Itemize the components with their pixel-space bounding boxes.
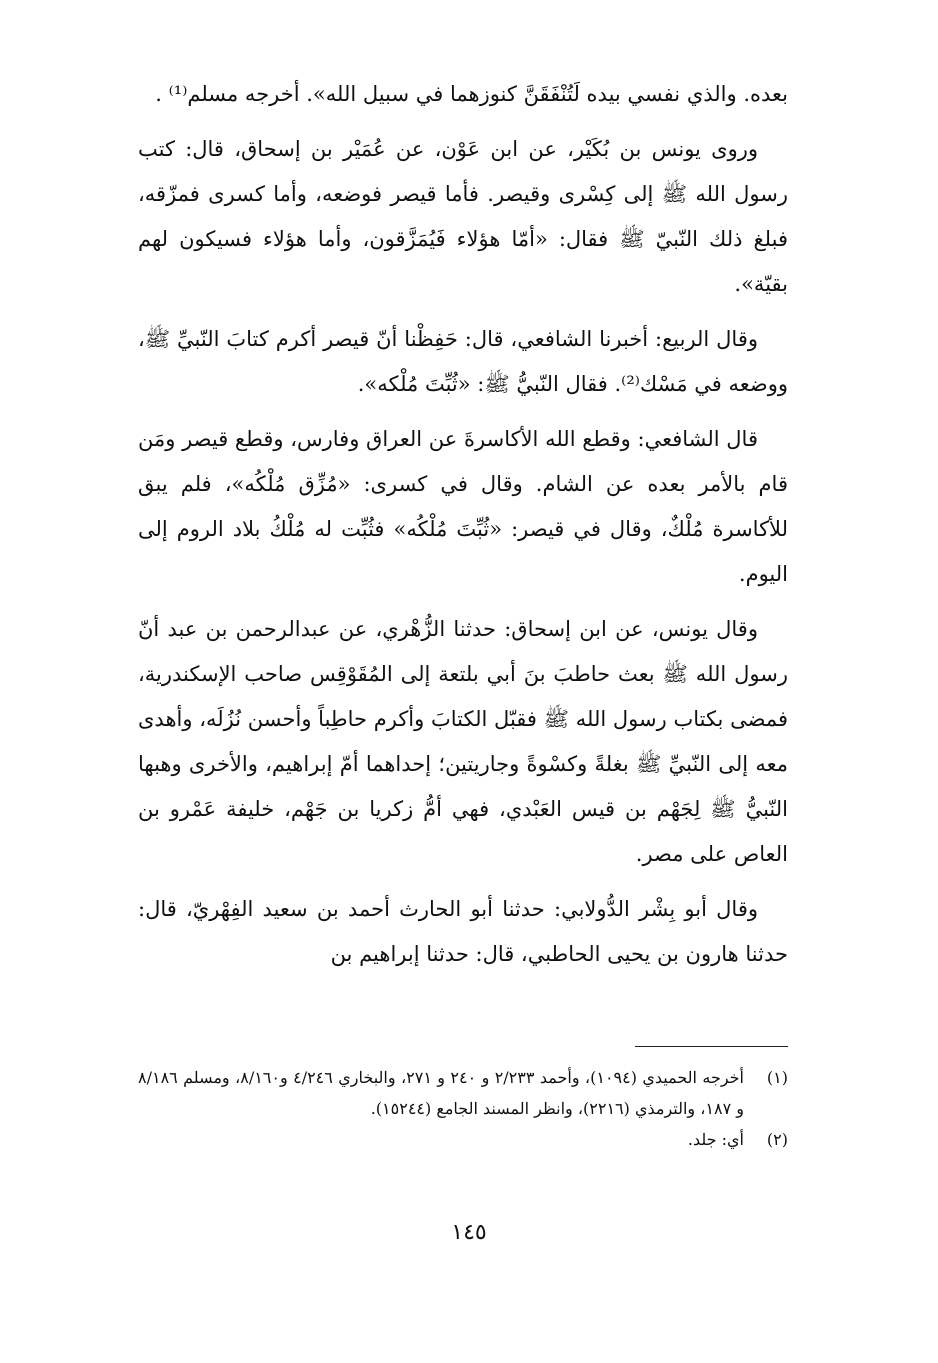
paragraph: وقال يونس، عن ابن إسحاق: حدثنا الزُّهْري، عن عبدالرحمن بن عبد أنّ رسول الله ﷺ بعث حاطبَ بنَ أبي بلتعة إلى المُقَوْقِس صاحب الإسكندرية، فمضى بكتاب رسول الله ﷺ فقبّل الكتابَ وأكرم حاطِباً وأحسن نُزُلَه، وأهدى معه إلى النّبيِّ ﷺ بغلةً وكسْوةً وجاريتين؛ إحداهما أمّ إبراهيم، والأخرى وهبها النّبيُّ ﷺ لِجَهْم بن قيس العَبْدي، فهي أمُّ زكريا بن جَهْم، خليفة عَمْرو بن العاص على مصر.	[138, 617, 788, 866]
footnote-text: أخرجه الحميدي (١٠٩٤)، وأحمد ٢/٢٣٣ و ٢٤٠ و ٢٧١، والبخاري ٤/٢٤٦ و٨/١٦٠، ومسلم ٨/١٨٦ و ١٨٧، والترمذي (٢٢١٦)، وانظر المسند الجامع (١٥٢٤٤).	[138, 1068, 745, 1118]
page-number: ١٤٥	[451, 1220, 487, 1245]
footnote-divider	[635, 1046, 788, 1047]
paragraph: بعده. والذي نفسي بيده لَتُنْفَقَنَّ كنوزهما في سبيل الله». أخرجه مسلم⁽¹⁾ .	[155, 82, 788, 106]
footnote-number: (٢)	[766, 1130, 788, 1149]
paragraph: قال الشافعي: وقطع الله الأكاسرةَ عن العراق وفارس، وقطع قيصر ومَن قام بالأمر بعده عن الشام. وقال في كسرى: «مُزِّق مُلْكُه»، فلم يبق للأكاسرة مُلْكٌ، وقال في قيصر: «ثُبِّتَ مُلْكُه» فثُبِّت له مُلْكُ بلاد الروم إلى اليوم.	[138, 427, 788, 586]
paragraph: وقال أبو بِشْر الدُّولابي: حدثنا أبو الحارث أحمد بن سعيد الفِهْريّ، قال: حدثنا هارون بن يحيى الحاطبي، قال: حدثنا إبراهيم بن	[138, 897, 788, 966]
paragraph: وقال الربيع: أخبرنا الشافعي، قال: حَفِظْنا أنّ قيصر أكرم كتابَ النّبيِّ ﷺ، ووضعه في مَسْك⁽²⁾. فقال النّبيُّ ﷺ: «ثُبِّتَ مُلْكه».	[138, 327, 788, 396]
footnote-number: (١)	[766, 1068, 788, 1087]
footnote	[138, 1124, 788, 1155]
main-text	[138, 72, 788, 987]
paragraph: وروى يونس بن بُكَيْر، عن ابن عَوْن، عن عُمَيْر بن إسحاق، قال: كتب رسول الله ﷺ إلى كِسْرى وقيصر. فأما قيصر فوضعه، وأما كسرى فمزّقه، فبلغ ذلك النّبيّ ﷺ فقال: «أمّا هؤلاء فَيُمَزَّقون، وأما هؤلاء فسيكون لهم بقيّة».	[138, 137, 788, 296]
footnote	[138, 1062, 788, 1124]
footnote-text: أي: جلد.	[687, 1130, 744, 1149]
footnotes	[138, 1062, 788, 1155]
